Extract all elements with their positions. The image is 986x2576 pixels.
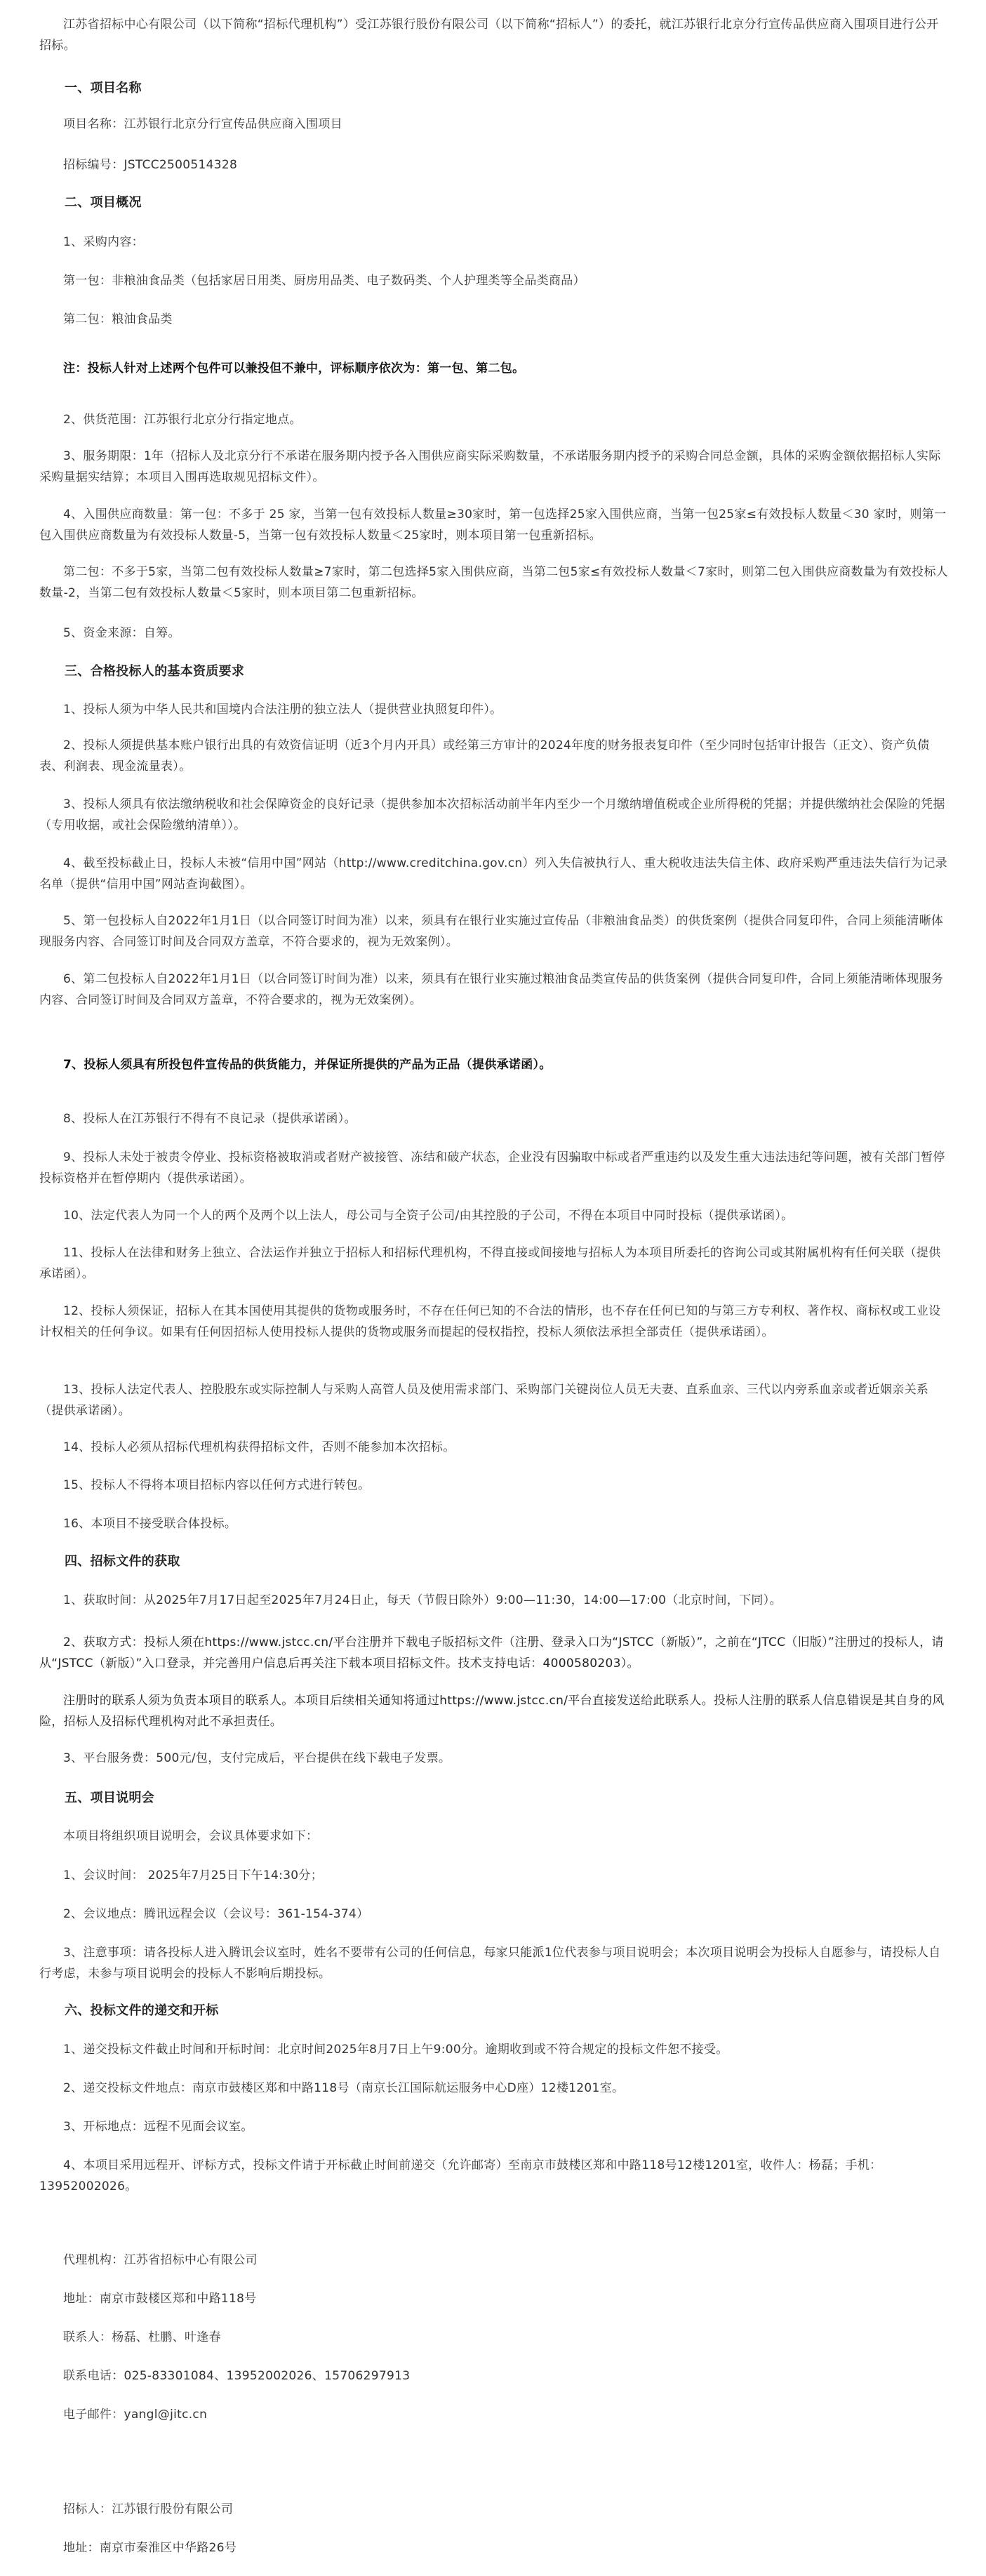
lot-2: 第二包：粮油食品类 — [63, 312, 173, 326]
briefing-location: 2、会议地点：腾讯远程会议（会议号：361-154-374） — [63, 1907, 369, 1921]
qualification-item: 11、投标人在法律和财务上独立、合法运作并独立于招标人和招标代理机构，不得直接或间接地与招标人为本项目所委托的咨询公司或其附属机构有任何关联（提供承诺函）。 — [39, 1246, 941, 1281]
platform-fee: 3、平台服务费：500元/包，支付完成后，平台提供在线下载电子发票。 — [63, 1751, 451, 1765]
project-number: 招标编号：JSTCC2500514328 — [63, 158, 238, 172]
briefing-intro: 本项目将组织项目说明会，会议具体要求如下： — [63, 1829, 319, 1843]
section-3-heading: 三、合格投标人的基本资质要求 — [65, 664, 245, 679]
agent-phone: 联系电话：025-83301084、13952002026、15706297913 — [63, 2369, 411, 2383]
agent-address: 地址：南京市鼓楼区郑和中路118号 — [63, 2292, 257, 2306]
tenderer-address: 地址：南京市秦淮区中华路26号 — [63, 2541, 237, 2555]
qualification-item: 2、投标人须提供基本账户银行出具的有效资信证明（近3个月内开具）或经第三方审计的2024年度的财务报表复印件（至少同时包括审计报告（正文）、资产负债表、利润表、现金流量表）。 — [39, 738, 930, 774]
opening-location: 3、开标地点：远程不见面会议室。 — [63, 2120, 253, 2134]
section-6-heading: 六、投标文件的递交和开标 — [65, 2003, 219, 2018]
supplier-count-lot-2: 第二包：不多于5家，当第二包有效投标人数量≥7家时，第二包选择5家入围供应商，当第二包5家≤有效投标人数量＜7家时，则第二包入围供应商数量为有效投标人数量-2，当第二包有效投标人数量＜5家时，则本项目第二包重新招标。 — [39, 565, 949, 600]
qualification-item: 12、投标人须保证，招标人在其本国使用其提供的货物或服务时，不存在任何已知的不合法的情形，也不存在任何已知的与第三方专利权、著作权、商标权或工业设计权相关的任何争议。如果有任何因招标人使用投标人提供的货物或服务而提起的侵权指控，投标人须依法承担全部责任（提供承诺函）。 — [39, 1304, 941, 1339]
section-2-heading: 二、项目概况 — [65, 195, 142, 210]
supplier-count-lot-1: 4、入围供应商数量：第一包：不多于 25 家，当第一包有效投标人数量≥30家时，第一包选择25家入围供应商，当第一包25家≤有效投标人数量＜30 家时，则第一包入围供应商数量为有效投标人数量-5，当第一包有效投标人数量＜25家时，则本项目第一包重新招标。 — [39, 507, 947, 543]
qualification-item: 7、投标人须具有所投包件宣传品的供货能力，并保证所提供的产品为正品（提供承诺函）。 — [63, 1058, 552, 1072]
section-1-heading: 一、项目名称 — [65, 81, 142, 95]
qualification-item: 10、法定代表人为同一个人的两个及两个以上法人，母公司与全资子公司/由其控股的子公司，不得在本项目中同时投标（提供承诺函）。 — [63, 1209, 794, 1223]
procurement-content: 1、采购内容： — [63, 235, 144, 249]
acquisition-method: 2、获取方式：投标人须在https://www.jstcc.cn/平台注册并下载电子版招标文件（注册、登录入口为“JSTCC（新版）”，之前在“JTCC（旧版）”注册过的投标人，请从“JSTCC（新版）”入口登录，并完善用户信息后再关注下载本项目招标文件。技术支持电话：4000580203）。 — [39, 1635, 944, 1671]
qualification-item: 16、本项目不接受联合体投标。 — [63, 1517, 237, 1531]
project-name: 项目名称：江苏银行北京分行宣传品供应商入围项目 — [63, 117, 342, 131]
supply-scope: 2、供货范围：江苏银行北京分行指定地点。 — [63, 413, 302, 427]
qualification-item: 15、投标人不得将本项目招标内容以任何方式进行转包。 — [63, 1478, 371, 1492]
briefing-time: 1、会议时间： 2025年7月25日下午14:30分； — [63, 1868, 324, 1883]
qualification-item: 8、投标人在江苏银行不得有不良记录（提供承诺函）。 — [63, 1112, 357, 1126]
qualification-item: 14、投标人必须从招标代理机构获得招标文件，否则不能参加本次招标。 — [63, 1440, 455, 1454]
bidding-note: 注：投标人针对上述两个包件可以兼投但不兼中，评标顺序依次为：第一包、第二包。 — [63, 361, 525, 376]
service-period: 3、服务期限：1年（招标人及北京分行不承诺在服务期内授予各入围供应商实际采购数量，不承诺服务期内授予的采购合同总金额，具体的采购金额依据招标人实际采购量据实结算；本项目入围再选取规见招标文件）。 — [39, 449, 941, 484]
tenderer-org: 招标人：江苏银行股份有限公司 — [63, 2502, 234, 2516]
qualification-item: 5、第一包投标人自2022年1月1日（以合同签订时间为准）以来，须具有在银行业实施过宣传品（非粮油食品类）的供货案例（提供合同复印件，合同上须能清晰体现服务内容、合同签订时间及合同双方盖章，不符合要求的，视为无效案例）。 — [39, 914, 944, 949]
qualification-item: 1、投标人须为中华人民共和国境内合法注册的独立法人（提供营业执照复印件）。 — [63, 703, 502, 717]
acquisition-time: 1、获取时间：从2025年7月17日起至2025年7月24日止，每天（节假日除外）9:00—11:30，14:00—17:00（北京时间，下同）。 — [63, 1593, 782, 1607]
lot-1: 第一包：非粮油食品类（包括家居日用类、厨房用品类、电子数码类、个人护理类等全品类商品） — [63, 274, 585, 288]
registration-contact-note: 注册时的联系人须为负责本项目的联系人。本项目后续相关通知将通过https://www.jstcc.cn/平台直接发送给此联系人。投标人注册的联系人信息错误是其自身的风险，招标人及招标代理机构对此不承担责任。 — [39, 1694, 945, 1729]
section-4-heading: 四、招标文件的获取 — [65, 1554, 180, 1569]
submission-deadline: 1、递交投标文件截止时间和开标时间：北京时间2025年8月7日上午9:00分。逾期收到或不符合规定的投标文件恕不接受。 — [63, 2043, 728, 2057]
briefing-notes: 3、注意事项：请各投标人进入腾讯会议室时，姓名不要带有公司的任何信息，每家只能派1位代表参与项目说明会；本次项目说明会为投标人自愿参与，请投标人自行考虑，未参与项目说明会的投标人不影响后期投标。 — [39, 1946, 941, 1981]
qualification-item: 6、第二包投标人自2022年1月1日（以合同签订时间为准）以来，须具有在银行业实施过粮油食品类宣传品的供货案例（提供合同复印件，合同上须能清晰体现服务内容、合同签订时间及合同双方盖章，不符合要求的，视为无效案例）。 — [39, 972, 944, 1007]
intro-paragraph: 江苏省招标中心有限公司（以下简称“招标代理机构”）受江苏银行股份有限公司（以下简称“招标人”）的委托，就江苏银行北京分行宣传品供应商入围项目进行公开招标。 — [39, 18, 939, 53]
qualification-item: 13、投标人法定代表人、控股股东或实际控制人与采购人高管人员及使用需求部门、采购部门关键岗位人员无夫妻、直系血亲、三代以内旁系血亲或者近姻亲关系（提供承诺函）。 — [39, 1383, 929, 1418]
qualification-item: 9、投标人未处于被责令停业、投标资格被取消或者财产被接管、冻结和破产状态，企业没有因骗取中标或者严重违约以及发生重大违法违纪等问题，被有关部门暂停投标资格并在暂停期内（提供承诺函）。 — [39, 1150, 945, 1186]
remote-opening-note: 4、本项目采用远程开、评标方式，投标文件请于开标截止时间前递交（允许邮寄）至南京市鼓楼区郑和中路118号12楼1201室，收件人：杨磊；手机：13952002026。 — [39, 2158, 882, 2193]
agent-email: 电子邮件：yangl@jitc.cn — [63, 2408, 208, 2422]
qualification-item: 3、投标人须具有依法缴纳税收和社会保障资金的良好记录（提供参加本次招标活动前半年内至少一个月缴纳增值税或企业所得税的凭据；并提供缴纳社会保险的凭据（专用收据，或社会保险缴纳清单））。 — [39, 797, 945, 832]
agent-org: 代理机构：江苏省招标中心有限公司 — [63, 2253, 258, 2267]
section-5-heading: 五、项目说明会 — [65, 1791, 155, 1805]
agent-contact: 联系人：杨磊、杜鹏、叶逢春 — [63, 2330, 221, 2344]
submission-location: 2、递交投标文件地点：南京市鼓楼区郑和中路118号（南京长江国际航运服务中心D座）12楼1201室。 — [63, 2081, 625, 2095]
qualification-item: 4、截至投标截止日，投标人未被“信用中国”网站（http://www.creditchina.gov.cn）列入失信被执行人、重大税收违法失信主体、政府采购严重违法失信行为记录名单（提供“信用中国”网站查询截图）。 — [39, 856, 947, 891]
fund-source: 5、资金来源：自筹。 — [63, 626, 180, 640]
